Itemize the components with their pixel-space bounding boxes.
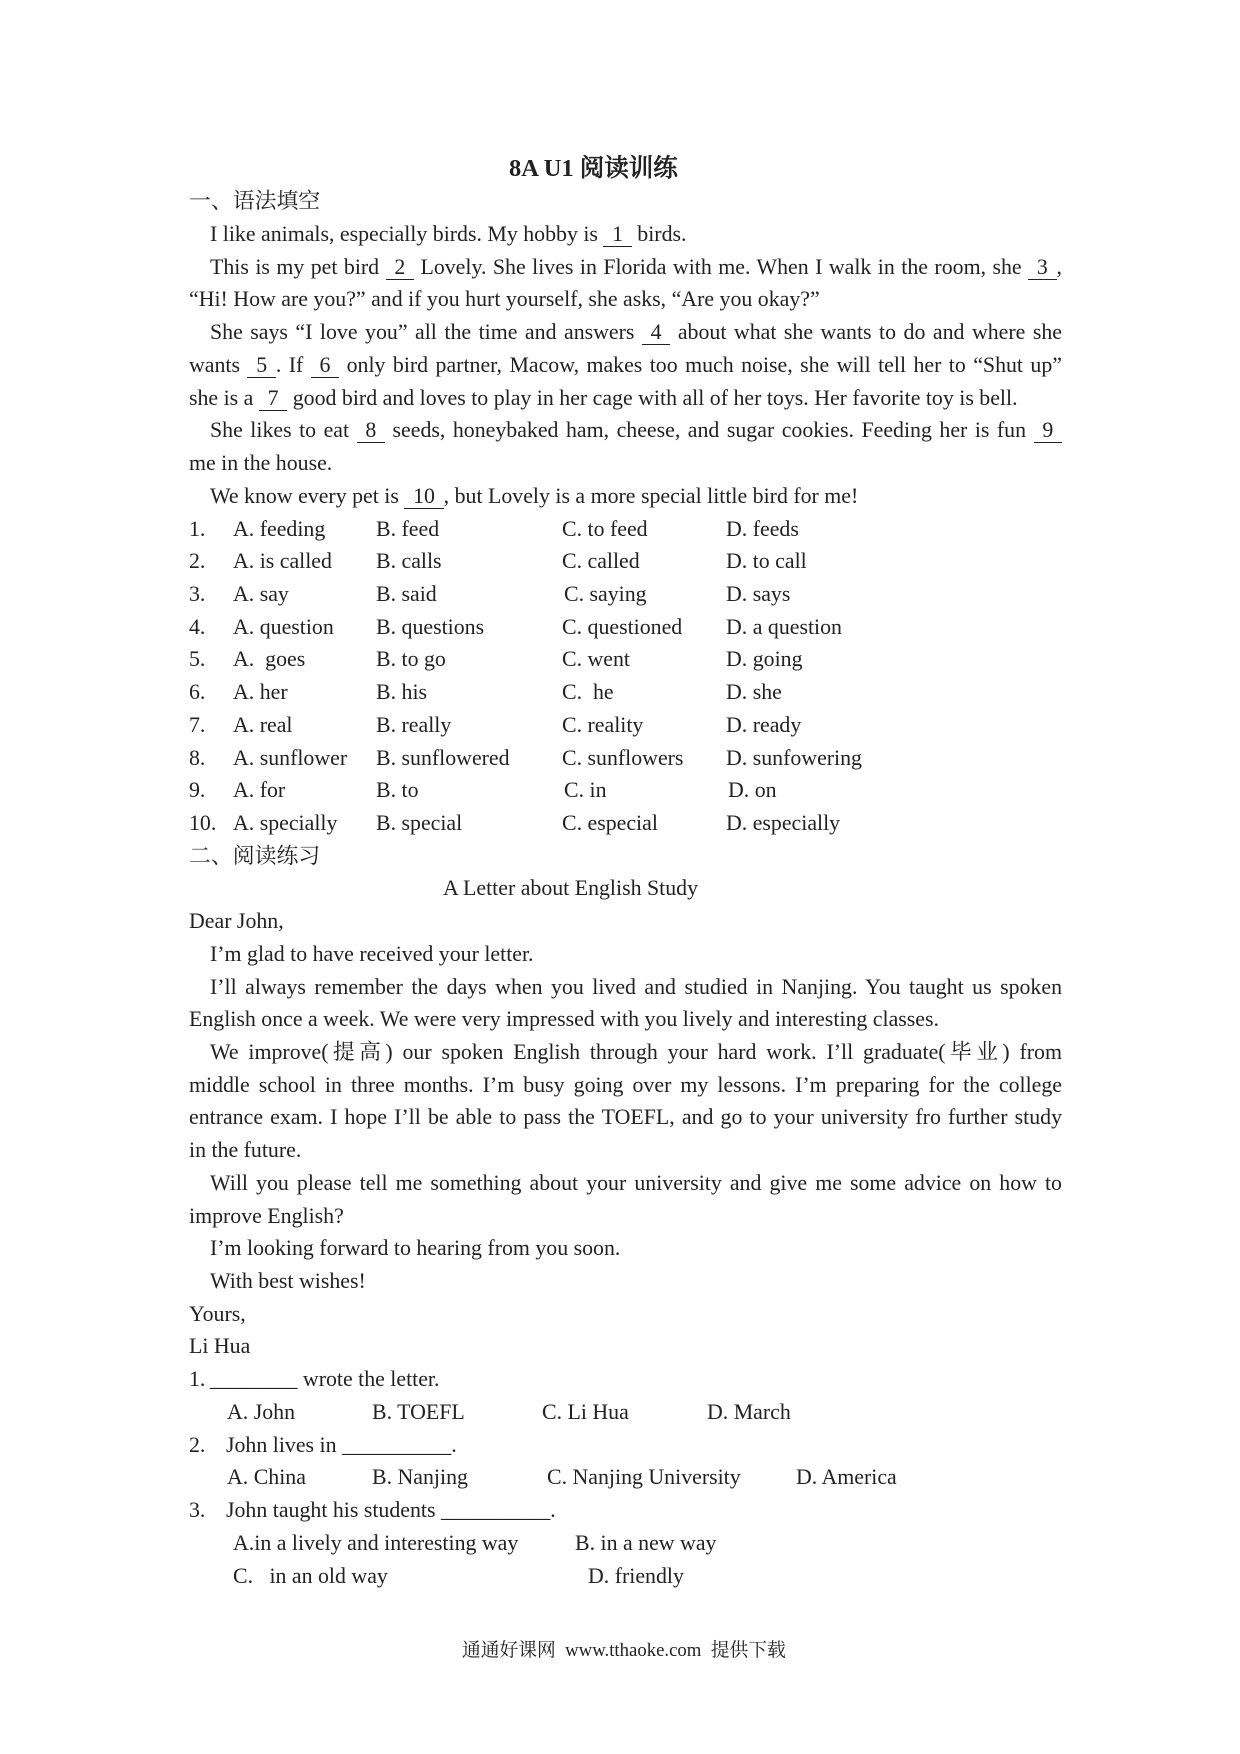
blank-9: 9 <box>1034 420 1062 443</box>
option-d: D. especially <box>726 810 841 835</box>
letter-line: I’m looking forward to hearing from you soon. <box>210 1236 621 1261</box>
option-c: C. in an old way <box>233 1563 388 1588</box>
question-number: 5. <box>189 647 206 672</box>
reading-question <box>189 1363 1062 1396</box>
passage-text: about what she wants to do and where she <box>670 320 1063 345</box>
question-number: 8. <box>189 745 206 770</box>
option-c: C. he <box>562 680 614 705</box>
passage-text: She likes to eat <box>210 418 357 443</box>
option-d: D. friendly <box>588 1563 684 1588</box>
reading-options <box>189 1560 1062 1593</box>
option-b: B. in a new way <box>575 1530 717 1555</box>
letter-signature: Li Hua <box>189 1334 251 1359</box>
blank-5: 5 <box>247 355 275 378</box>
option-d: D. going <box>726 647 803 672</box>
option-a: A. for <box>233 778 286 803</box>
option-a: A. feeding <box>233 516 326 541</box>
question-number: 4. <box>189 614 206 639</box>
section-heading-reading: 二、阅读练习 <box>189 843 321 868</box>
passage-text: wants <box>189 352 248 377</box>
passage-line <box>189 349 1062 382</box>
reading-options <box>189 1461 1062 1494</box>
option-d: D. March <box>707 1399 791 1424</box>
question-stem: John lives in __________. <box>226 1432 457 1457</box>
passage-text: She says “I love you” all the time and answers <box>210 320 642 345</box>
letter-line: improve English? <box>189 1203 344 1228</box>
option-c: C. especial <box>562 810 658 835</box>
passage-text: I like animals, especially birds. My hobby is <box>210 222 604 247</box>
option-a: A. real <box>233 712 293 737</box>
reading-question <box>189 1494 1062 1527</box>
question-stem: ________ wrote the letter. <box>210 1367 440 1392</box>
blank-7: 7 <box>259 388 287 411</box>
option-c: C. in <box>564 778 607 803</box>
question-row <box>189 742 1062 775</box>
blank-3: 3 <box>1028 257 1056 280</box>
option-d: D. to call <box>726 549 807 574</box>
passage-text: seeds, honeybaked ham, cheese, and sugar cookies. Feeding her is fun <box>385 418 1034 443</box>
option-a: A. is called <box>233 549 332 574</box>
letter-line: I’ll always remember the days when you lived and studied in Nanjing. You taught us spoken <box>210 974 1062 999</box>
question-stem: John taught his students __________. <box>226 1498 556 1523</box>
question-number: 7. <box>189 712 206 737</box>
page-footer: 通通好课网 www.tthaoke.com 提供下载 <box>462 1640 786 1661</box>
passage-text: good bird and loves to play in her cage with all of her toys. Her favorite toy is bell. <box>287 385 1018 410</box>
letter-title: A Letter about English Study <box>443 876 699 901</box>
letter-line: middle school in three months. I’m busy going over my lessons. I’m preparing for the college <box>189 1072 1062 1097</box>
passage-line <box>189 414 1062 447</box>
option-b: B. Nanjing <box>372 1465 468 1490</box>
blank-4: 4 <box>642 322 670 345</box>
passage-line <box>189 480 1062 513</box>
option-b: B. to <box>376 778 419 803</box>
reading-options <box>189 1396 1062 1429</box>
option-c: C. called <box>562 549 640 574</box>
letter-salutation: Dear John, <box>189 909 284 934</box>
option-a: A. goes <box>233 647 306 672</box>
option-a: A. question <box>233 614 334 639</box>
question-number: 1. <box>189 516 206 541</box>
option-b: B. sunflowered <box>376 745 510 770</box>
option-d: D. on <box>728 778 777 803</box>
passage-text: she is a <box>189 385 259 410</box>
passage-line <box>189 382 1062 415</box>
option-a: A. sunflower <box>233 745 348 770</box>
passage-text: , <box>1056 254 1062 279</box>
option-d: D. ready <box>726 712 802 737</box>
option-a: A. China <box>227 1465 306 1490</box>
passage-text: This is my pet bird <box>210 254 386 279</box>
option-b: B. feed <box>376 516 440 541</box>
blank-2: 2 <box>386 257 414 280</box>
blank-8: 8 <box>357 420 385 443</box>
option-b: B. said <box>376 581 437 606</box>
option-d: D. she <box>726 680 782 705</box>
letter-line: We improve(提高) our spoken English through your hard work. I’ll graduate(毕业) from <box>210 1040 1062 1064</box>
option-d: D. says <box>726 581 791 606</box>
question-number: 10. <box>189 810 217 835</box>
letter-line: entrance exam. I hope I’ll be able to pass the TOEFL, and go to your university fro further study <box>189 1105 1062 1130</box>
option-c: C. questioned <box>562 614 683 639</box>
question-number: 9. <box>189 778 206 803</box>
passage-line <box>189 316 1062 349</box>
question-number: 6. <box>189 680 206 705</box>
option-a: A. John <box>227 1399 296 1424</box>
passage-text: birds. <box>631 222 687 247</box>
option-d: D. America <box>796 1465 897 1490</box>
passage-text: Lovely. She lives in Florida with me. When I walk in the room, she <box>414 254 1029 279</box>
question-row <box>189 807 1062 840</box>
question-number: 1. <box>189 1367 206 1392</box>
passage-line <box>189 283 1062 316</box>
passage-text: only bird partner, Macow, makes too much noise, she will tell her to “Shut up” <box>339 352 1062 377</box>
question-row <box>189 611 1062 644</box>
letter-line: English once a week. We were very impressed with you lively and interesting classes. <box>189 1007 939 1032</box>
option-b: B. questions <box>376 614 485 639</box>
worksheet-content <box>189 153 1062 1593</box>
blank-6: 6 <box>311 355 339 378</box>
option-c: C. saying <box>564 581 647 606</box>
letter-line: Will you please tell me something about your university and give me some advice on how to <box>210 1170 1062 1195</box>
passage-text: “Hi! How are you?” and if you hurt yourself, she asks, “Are you okay?” <box>189 287 820 312</box>
option-c: C. to feed <box>562 516 648 541</box>
option-d: D. a question <box>726 614 842 639</box>
question-row <box>189 578 1062 611</box>
question-number: 3. <box>189 1498 206 1523</box>
reading-question <box>189 1429 1062 1462</box>
passage-text: . If <box>275 352 311 377</box>
option-a: A. her <box>233 680 288 705</box>
reading-options <box>189 1527 1062 1560</box>
page-title: 8A U1 阅读训练 <box>509 154 678 182</box>
option-b: B. calls <box>376 549 442 574</box>
option-d: D. feeds <box>726 516 799 541</box>
blank-1: 1 <box>603 224 631 247</box>
option-b: B. to go <box>376 647 446 672</box>
question-number: 3. <box>189 581 206 606</box>
passage-line <box>189 218 1062 251</box>
question-row <box>189 774 1062 807</box>
option-a: A.in a lively and interesting way <box>233 1530 519 1555</box>
option-a: A. specially <box>233 810 338 835</box>
passage-line <box>189 251 1062 284</box>
letter-closing: With best wishes! <box>210 1269 366 1294</box>
option-b: B. TOEFL <box>372 1399 465 1424</box>
option-c: C. reality <box>562 712 644 737</box>
option-c: C. Nanjing University <box>547 1465 741 1490</box>
option-b: B. really <box>376 712 452 737</box>
question-row <box>189 709 1062 742</box>
option-c: C. Li Hua <box>542 1399 629 1424</box>
question-row <box>189 545 1062 578</box>
section-heading-grammar: 一、语法填空 <box>189 189 321 214</box>
passage-line <box>189 447 1062 480</box>
letter-sign-off: Yours, <box>189 1301 246 1326</box>
passage-text: , but Lovely is a more special little bird for me! <box>443 483 859 508</box>
option-c: C. went <box>562 647 631 672</box>
letter-line: in the future. <box>189 1138 302 1163</box>
question-number: 2. <box>189 549 206 574</box>
option-d: D. sunfowering <box>726 745 862 770</box>
question-row <box>189 513 1062 546</box>
passage-text: We know every pet is <box>210 483 405 508</box>
letter-line: I’m glad to have received your letter. <box>210 941 534 966</box>
question-row <box>189 676 1062 709</box>
passage-text: me in the house. <box>189 451 333 476</box>
option-b: B. his <box>376 680 428 705</box>
question-row <box>189 643 1062 676</box>
option-c: C. sunflowers <box>562 745 684 770</box>
blank-10: 10 <box>404 486 443 509</box>
option-a: A. say <box>233 581 289 606</box>
question-number: 2. <box>189 1432 206 1457</box>
option-b: B. special <box>376 810 463 835</box>
